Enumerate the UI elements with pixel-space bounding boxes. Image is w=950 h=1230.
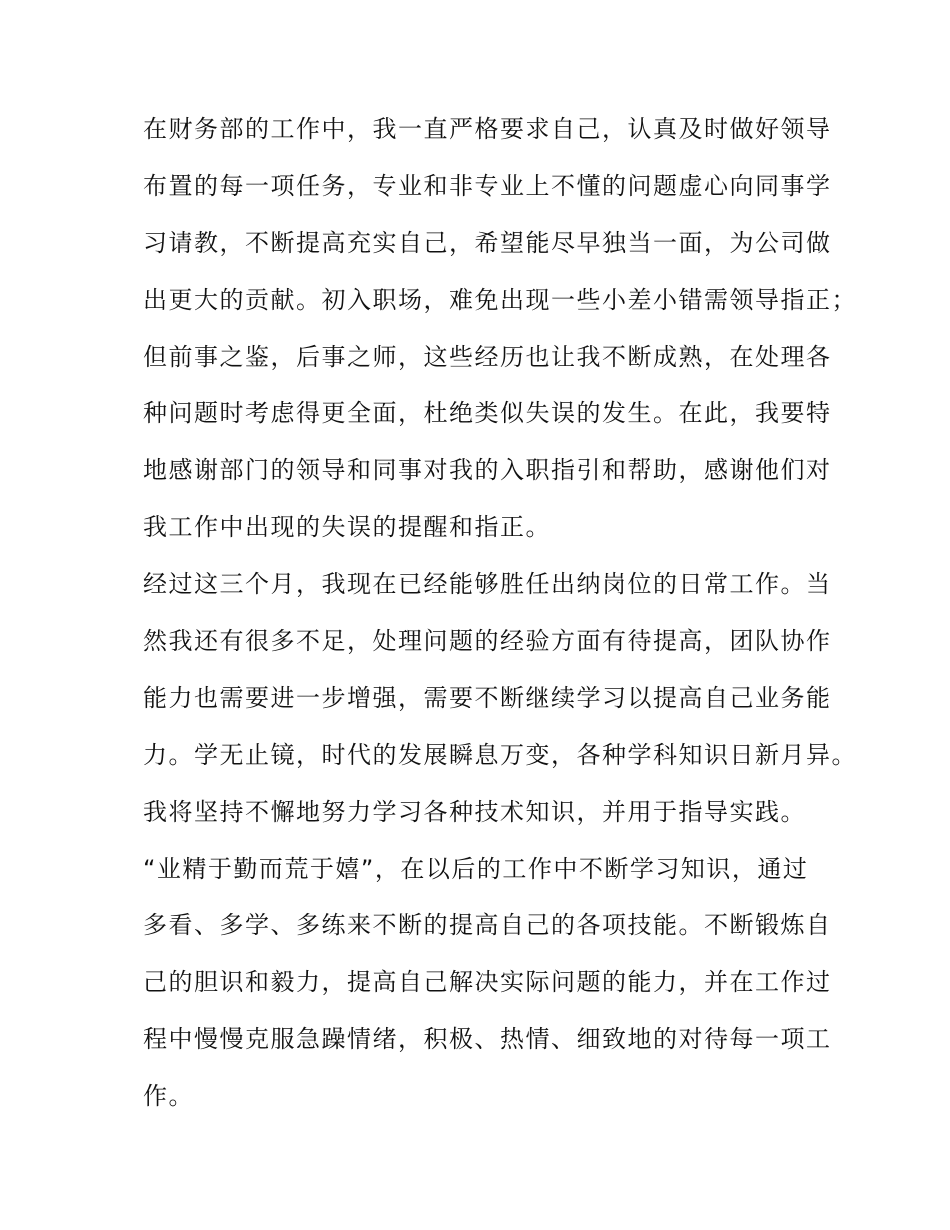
text-line: 程中慢慢克服急躁情绪，积极、热情、细致地的对待每一项工 — [143, 1025, 832, 1054]
text-line: 出更大的贡献。初入职场，难免出现一些小差小错需领导指正； — [143, 285, 857, 314]
document-body — [143, 107, 857, 1131]
text-line: 我工作中出现的失误的提醒和指正。 — [143, 513, 551, 542]
text-line: 多看、多学、多练来不断的提高自己的各项技能。不断锻炼自 — [143, 911, 832, 940]
text-line: 然我还有很多不足，处理问题的经验方面有待提高，团队协作 — [143, 627, 832, 656]
text-line: 在财务部的工作中，我一直严格要求自己，认真及时做好领导 — [143, 115, 832, 143]
paragraph-3 — [143, 847, 843, 1131]
text-line: 我将坚持不懈地努力学习各种技术知识，并用于指导实践。 — [143, 797, 806, 826]
text-line: 力。学无止镜，时代的发展瞬息万变，各种学科知识日新月异。 — [143, 740, 857, 769]
text-line: 作。 — [143, 1082, 194, 1111]
text-line: 能力也需要进一步增强，需要不断继续学习以提高自己业务能 — [143, 683, 832, 712]
text-line: 习请教，不断提高充实自己，希望能尽早独当一面，为公司做 — [143, 228, 832, 257]
text-line: 地感谢部门的领导和同事对我的入职指引和帮助，感谢他们对 — [143, 456, 832, 485]
text-line: 种问题时考虑得更全面，杜绝类似失误的发生。在此，我要特 — [143, 399, 832, 428]
text-line: “业精于勤而荒于嬉”，在以后的工作中不断学习知识，通过 — [143, 854, 809, 883]
text-line: 布置的每一项任务，专业和非专业上不懂的问题虚心向同事学 — [143, 171, 832, 200]
text-line: 己的胆识和毅力，提高自己解决实际问题的能力，并在工作过 — [143, 968, 832, 997]
text-line: 但前事之鉴，后事之师，这些经历也让我不断成熟，在处理各 — [143, 342, 832, 371]
paragraph-2 — [143, 562, 857, 846]
text-line: 经过这三个月，我现在已经能够胜任出纳岗位的日常工作。当 — [143, 570, 832, 599]
paragraph-1 — [143, 107, 857, 562]
